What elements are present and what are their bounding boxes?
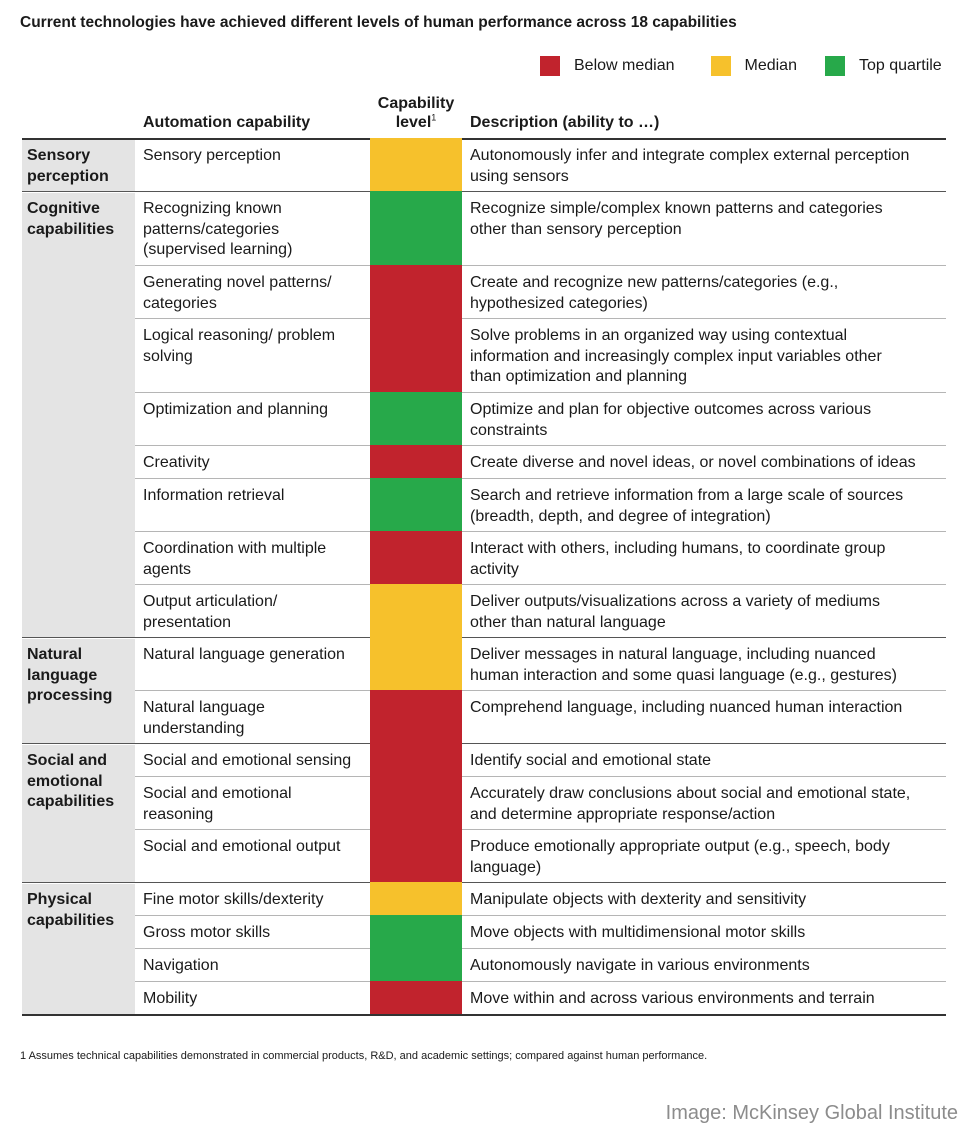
description-cell: Autonomously infer and integrate complex external perception using sensors bbox=[470, 147, 910, 185]
group-band-cognitive-capabilities bbox=[22, 193, 135, 637]
description-cell: Move objects with multidimensional motor skills bbox=[470, 924, 806, 941]
description-cell: Recognize simple/complex known patterns and categories other than sensory perception bbox=[470, 200, 883, 238]
level-cell-social-and-emotional-reasoning bbox=[370, 776, 462, 829]
description-cell: Create diverse and novel ideas, or novel combinations of ideas bbox=[470, 454, 916, 471]
level-cell-coordination-with-multiple-agents bbox=[370, 531, 462, 584]
header-automation-capability: Automation capability bbox=[143, 114, 311, 131]
row-divider bbox=[135, 776, 946, 777]
level-cell-fine-motor-skills-dexterity bbox=[370, 882, 462, 915]
description-cell: Create and recognize new patterns/categories (e.g., hypothesized categories) bbox=[470, 274, 839, 312]
row-divider bbox=[135, 690, 946, 691]
description-cell: Deliver messages in natural language, including nuanced human interaction and some quasi language (e.g., gestures) bbox=[470, 646, 897, 684]
description-cell: Accurately draw conclusions about social and emotional state, and determine appropriate response/action bbox=[470, 785, 911, 823]
group-divider bbox=[22, 191, 946, 192]
capability-cell: Optimization and planning bbox=[143, 401, 329, 418]
row-divider bbox=[135, 445, 946, 446]
legend-item-below-median bbox=[540, 56, 675, 76]
table-top-rule bbox=[22, 138, 946, 140]
description-cell: Produce emotionally appropriate output (e.g., speech, body language) bbox=[470, 838, 890, 876]
header-capability-level bbox=[370, 94, 462, 132]
group-label-natural-language-processing: Natural language processing bbox=[27, 646, 113, 704]
level-cell-information-retrieval bbox=[370, 478, 462, 531]
legend-label-top-quartile: Top quartile bbox=[858, 57, 942, 74]
description-cell: Optimize and plan for objective outcomes across various constraints bbox=[470, 401, 872, 439]
description-cell: Move within and across various environments and terrain bbox=[470, 990, 875, 1007]
legend-swatch-top-quartile bbox=[825, 56, 845, 76]
capability-cell: Fine motor skills/dexterity bbox=[143, 891, 324, 908]
capability-cell: Information retrieval bbox=[143, 487, 285, 504]
description-cell: Interact with others, including humans, to coordinate group activity bbox=[470, 540, 886, 578]
level-cell-generating-novel-patterns-categories bbox=[370, 265, 462, 318]
row-divider bbox=[135, 829, 946, 830]
capability-cell: Recognizing known patterns/categories (supervised learning) bbox=[143, 200, 293, 258]
level-cell-mobility bbox=[370, 981, 462, 1014]
capability-cell: Social and emotional reasoning bbox=[143, 785, 292, 823]
legend-item-median bbox=[711, 56, 797, 76]
legend-item-top-quartile bbox=[825, 56, 942, 76]
level-cell-social-and-emotional-sensing bbox=[370, 743, 462, 776]
level-cell-natural-language-understanding bbox=[370, 690, 462, 743]
header-level-footnote-mark: 1 bbox=[431, 112, 437, 123]
level-cell-sensory-perception bbox=[370, 138, 462, 191]
level-cell-optimization-and-planning bbox=[370, 392, 462, 445]
row-divider bbox=[135, 478, 946, 479]
description-cell: Search and retrieve information from a large scale of sources (breadth, depth, and degree of integration) bbox=[470, 487, 904, 525]
capability-cell: Generating novel patterns/ categories bbox=[143, 274, 332, 312]
group-label-cognitive-capabilities: Cognitive capabilities bbox=[27, 200, 115, 238]
row-divider bbox=[135, 584, 946, 585]
capability-cell: Mobility bbox=[143, 990, 198, 1007]
level-cell-gross-motor-skills bbox=[370, 915, 462, 948]
level-cell-creativity bbox=[370, 445, 462, 478]
capability-cell: Output articulation/ presentation bbox=[143, 593, 278, 631]
header-level-line2: level bbox=[395, 114, 432, 131]
level-cell-social-and-emotional-output bbox=[370, 829, 462, 882]
capability-cell: Creativity bbox=[143, 454, 210, 471]
footnote: 1 Assumes technical capabilities demonstrated in commercial products, R&D, and academic settings; compared against human performance. bbox=[20, 1050, 708, 1062]
row-divider bbox=[135, 915, 946, 916]
table-bottom-rule bbox=[22, 1014, 946, 1016]
level-cell-recognizing-known-patterns-categories-supervised-learning bbox=[370, 191, 462, 265]
legend-label-median: Median bbox=[744, 57, 797, 74]
row-divider bbox=[135, 948, 946, 949]
legend-swatch-median bbox=[711, 56, 731, 76]
group-divider bbox=[22, 882, 946, 883]
description-cell: Autonomously navigate in various environments bbox=[470, 957, 810, 974]
capability-cell: Sensory perception bbox=[143, 147, 281, 164]
row-divider bbox=[135, 392, 946, 393]
row-divider bbox=[135, 981, 946, 982]
description-cell: Manipulate objects with dexterity and sensitivity bbox=[470, 891, 807, 908]
row-divider bbox=[135, 531, 946, 532]
source-credit: Image: McKinsey Global Institute bbox=[665, 1102, 958, 1124]
level-cell-logical-reasoning-problem-solving bbox=[370, 318, 462, 392]
capability-cell: Gross motor skills bbox=[143, 924, 271, 941]
level-cell-output-articulation-presentation bbox=[370, 584, 462, 637]
group-divider bbox=[22, 637, 946, 638]
legend-swatch-below-median bbox=[540, 56, 560, 76]
capability-cell: Natural language generation bbox=[143, 646, 345, 663]
description-cell: Solve problems in an organized way using contextual information and increasingly complex input variables other than optimization and planning bbox=[470, 327, 882, 385]
capability-cell: Social and emotional sensing bbox=[143, 752, 352, 769]
group-divider bbox=[22, 743, 946, 744]
description-cell: Deliver outputs/visualizations across a variety of mediums other than natural language bbox=[470, 593, 880, 631]
legend-label-below-median: Below median bbox=[574, 57, 675, 74]
capability-cell: Natural language understanding bbox=[143, 699, 265, 737]
capability-table bbox=[22, 138, 946, 1016]
description-cell: Comprehend language, including nuanced human interaction bbox=[470, 699, 903, 716]
capability-cell: Navigation bbox=[143, 957, 219, 974]
level-cell-navigation bbox=[370, 948, 462, 981]
level-cell-natural-language-generation bbox=[370, 637, 462, 690]
capability-cell: Coordination with multiple agents bbox=[143, 540, 327, 578]
capability-cell: Logical reasoning/ problem solving bbox=[143, 327, 336, 365]
row-divider bbox=[135, 318, 946, 319]
description-cell: Identify social and emotional state bbox=[470, 752, 712, 769]
capability-cell: Social and emotional output bbox=[143, 838, 341, 855]
row-divider bbox=[135, 265, 946, 266]
group-label-social-and-emotional-capabilities: Social and emotional capabilities bbox=[27, 752, 115, 810]
chart-title: Current technologies have achieved different levels of human performance across 18 capabilities bbox=[20, 14, 737, 31]
header-level-line1: Capability bbox=[377, 95, 455, 112]
group-label-physical-capabilities: Physical capabilities bbox=[27, 891, 115, 929]
legend bbox=[540, 56, 942, 76]
group-label-sensory-perception: Sensory perception bbox=[27, 147, 109, 185]
header-description: Description (ability to …) bbox=[470, 114, 660, 131]
